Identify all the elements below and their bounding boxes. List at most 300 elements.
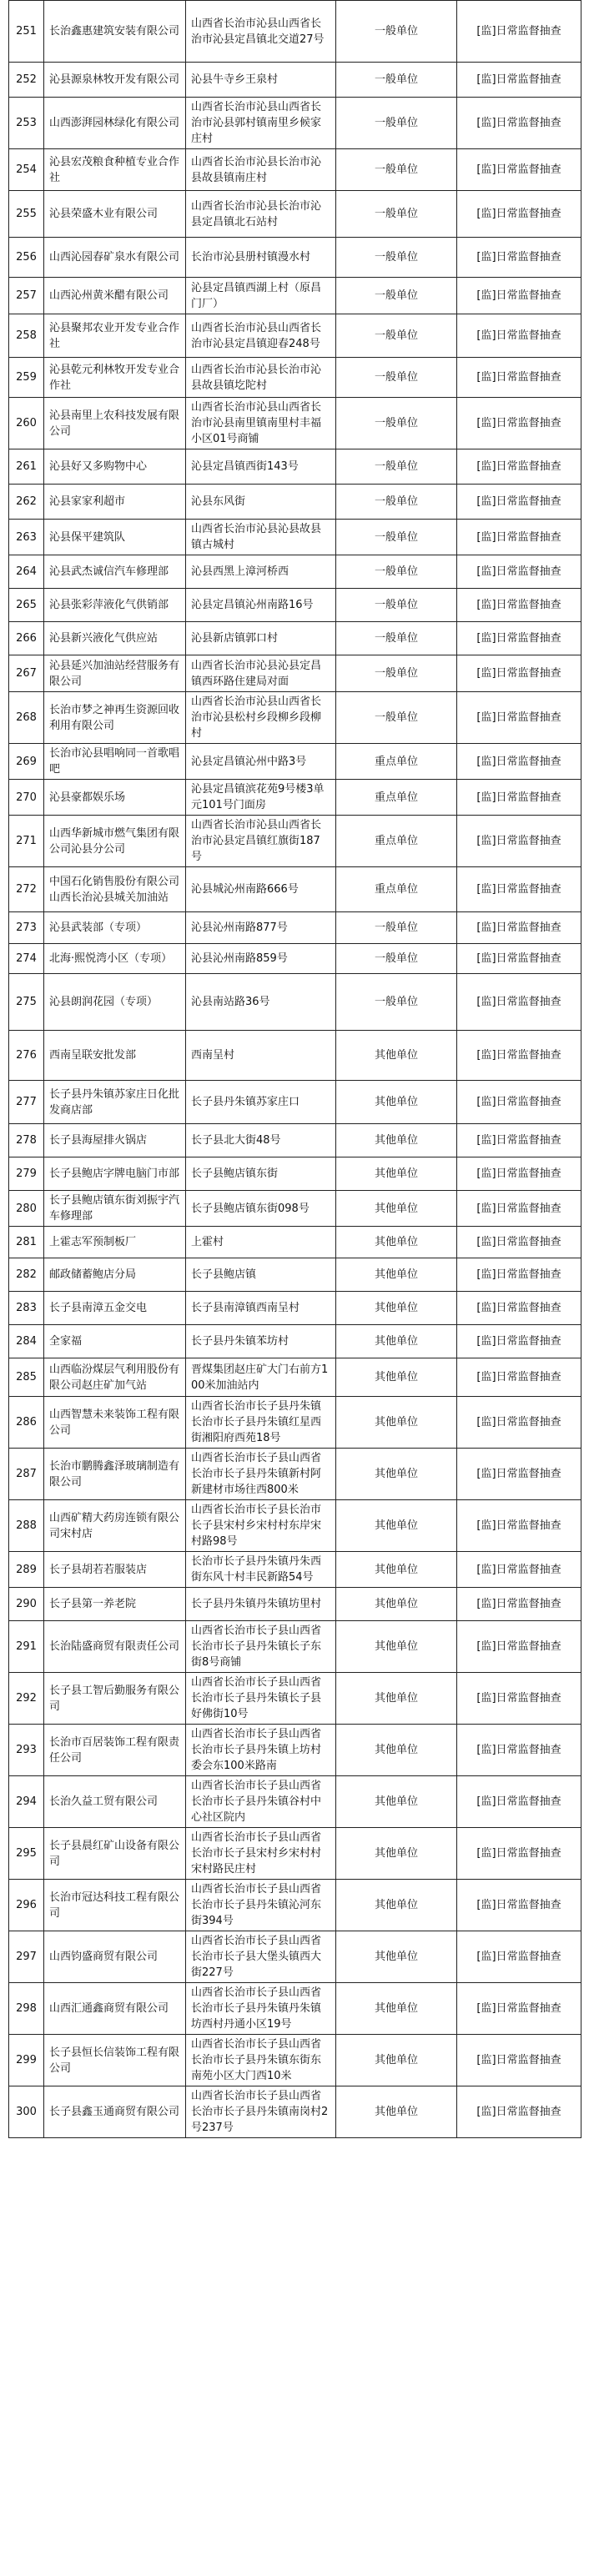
table-row [9, 692, 581, 744]
inspection-item-cell: [监]日常监督抽查 [457, 278, 581, 314]
inspection-item-cell: [监]日常监督抽查 [457, 398, 581, 449]
table-row [9, 1588, 581, 1621]
table-row [9, 1358, 581, 1397]
inspection-item-cell: [监]日常监督抽查 [457, 780, 581, 816]
inspection-item-cell: [监]日常监督抽查 [457, 744, 581, 780]
row-number-cell: 267 [9, 655, 44, 692]
row-number-cell: 254 [9, 149, 44, 191]
address-cell: 沁县定昌镇沁州南路16号 [186, 589, 336, 622]
unit-type-cell: 其他单位 [336, 1449, 457, 1500]
table-row [9, 1157, 581, 1191]
address-cell: 山西省长治市长子县山西省长治市长子县宋村乡宋村村宋村路民庄村 [186, 1828, 336, 1880]
address-cell: 山西省长治市长子县山西省长治市长子县丹朱镇新村阿新建材市场往西800米 [186, 1449, 336, 1500]
company-name-cell: 山西智慧未来装饰工程有限公司 [44, 1397, 186, 1449]
table-row [9, 589, 581, 622]
row-number-cell: 293 [9, 1725, 44, 1776]
company-name-cell: 长治市沁县唱响同一首歌唱吧 [44, 744, 186, 780]
company-name-cell: 长治市百居装饰工程有限责任公司 [44, 1725, 186, 1776]
inspection-item-cell: [监]日常监督抽查 [457, 98, 581, 149]
company-name-cell: 长子县鲍店镇东街刘振宇汽车修理部 [44, 1191, 186, 1227]
unit-type-cell: 其他单位 [336, 1191, 457, 1227]
table-row [9, 555, 581, 589]
table-row [9, 944, 581, 974]
inspection-item-cell: [监]日常监督抽查 [457, 589, 581, 622]
company-name-cell: 长子县鑫玉通商贸有限公司 [44, 2086, 186, 2138]
address-cell: 山西省长治市长子县山西省长治市长子县丹朱镇长子东街8号商铺 [186, 1621, 336, 1673]
unit-type-cell: 其他单位 [336, 1500, 457, 1552]
company-name-cell: 长子县丹朱镇苏家庄日化批发商店部 [44, 1081, 186, 1124]
unit-type-cell: 其他单位 [336, 1397, 457, 1449]
table-row [9, 398, 581, 449]
row-number-cell: 268 [9, 692, 44, 744]
address-cell: 沁县牛寺乡王泉村 [186, 63, 336, 98]
table-row [9, 816, 581, 867]
unit-type-cell: 其他单位 [336, 1983, 457, 2035]
inspection-item-cell: [监]日常监督抽查 [457, 238, 581, 278]
address-cell: 山西省长治市沁县沁县故县镇古城村 [186, 520, 336, 555]
inspection-item-cell: [监]日常监督抽查 [457, 1449, 581, 1500]
table-row [9, 2086, 581, 2138]
inspection-item-cell: [监]日常监督抽查 [457, 149, 581, 191]
inspection-item-cell: [监]日常监督抽查 [457, 1621, 581, 1673]
inspection-item-cell: [监]日常监督抽查 [457, 1828, 581, 1880]
company-name-cell: 长子县恒长信装饰工程有限公司 [44, 2035, 186, 2086]
unit-type-cell: 重点单位 [336, 780, 457, 816]
address-cell: 沁县西黑上漳河桥西 [186, 555, 336, 589]
row-number-cell: 290 [9, 1588, 44, 1621]
address-cell: 沁县沁州南路859号 [186, 944, 336, 974]
table-row [9, 1449, 581, 1500]
unit-type-cell: 一般单位 [336, 974, 457, 1031]
address-cell: 山西省长治市长子县山西省长治市长子县丹朱镇东街东南苑小区大门西10米 [186, 2035, 336, 2086]
unit-type-cell: 一般单位 [336, 944, 457, 974]
unit-type-cell: 其他单位 [336, 1358, 457, 1397]
company-name-cell: 山西沁园春矿泉水有限公司 [44, 238, 186, 278]
address-cell: 长治市沁县册村镇漫水村 [186, 238, 336, 278]
row-number-cell: 251 [9, 1, 44, 63]
unit-type-cell: 重点单位 [336, 867, 457, 912]
row-number-cell: 300 [9, 2086, 44, 2138]
company-name-cell: 沁县南里上农科技发展有限公司 [44, 398, 186, 449]
address-cell: 长子县丹朱镇苏家庄口 [186, 1081, 336, 1124]
unit-type-cell: 其他单位 [336, 1621, 457, 1673]
row-number-cell: 274 [9, 944, 44, 974]
company-name-cell: 长子县海屋排火锅店 [44, 1124, 186, 1157]
table-row [9, 1673, 581, 1725]
row-number-cell: 257 [9, 278, 44, 314]
company-name-cell: 沁县张彩萍液化气供销部 [44, 589, 186, 622]
table-row [9, 2035, 581, 2086]
company-name-cell: 全家福 [44, 1325, 186, 1358]
row-number-cell: 298 [9, 1983, 44, 2035]
inspection-item-cell: [监]日常监督抽查 [457, 2035, 581, 2086]
table-row [9, 655, 581, 692]
inspection-item-cell: [监]日常监督抽查 [457, 974, 581, 1031]
unit-type-cell: 一般单位 [336, 692, 457, 744]
company-name-cell: 山西矿精大药房连锁有限公司宋村店 [44, 1500, 186, 1552]
row-number-cell: 286 [9, 1397, 44, 1449]
unit-type-cell: 一般单位 [336, 520, 457, 555]
company-name-cell: 长治市鹏腾鑫泽玻璃制造有限公司 [44, 1449, 186, 1500]
row-number-cell: 253 [9, 98, 44, 149]
unit-type-cell: 一般单位 [336, 555, 457, 589]
inspection-item-cell: [监]日常监督抽查 [457, 191, 581, 238]
inspection-item-cell: [监]日常监督抽查 [457, 1725, 581, 1776]
company-name-cell: 沁县家家利超市 [44, 485, 186, 520]
address-cell: 山西省长治市沁县沁县定昌镇西环路住建局对面 [186, 655, 336, 692]
address-cell: 山西省长治市沁县山西省长治市沁县郭村镇南里乡候家庄村 [186, 98, 336, 149]
address-cell: 山西省长治市沁县山西省长治市沁县定昌镇红旗街187号 [186, 816, 336, 867]
table-row [9, 1983, 581, 2035]
inspection-item-cell: [监]日常监督抽查 [457, 449, 581, 485]
inspection-item-cell: [监]日常监督抽查 [457, 1776, 581, 1828]
company-name-cell: 沁县好又多购物中心 [44, 449, 186, 485]
address-cell: 西南呈村 [186, 1031, 336, 1081]
inspection-table-body [9, 1, 581, 2138]
inspection-item-cell: [监]日常监督抽查 [457, 944, 581, 974]
row-number-cell: 281 [9, 1227, 44, 1258]
row-number-cell: 271 [9, 816, 44, 867]
inspection-item-cell: [监]日常监督抽查 [457, 912, 581, 944]
inspection-item-cell: [监]日常监督抽查 [457, 520, 581, 555]
inspection-item-cell: [监]日常监督抽查 [457, 1880, 581, 1931]
table-row [9, 449, 581, 485]
inspection-item-cell: [监]日常监督抽查 [457, 1358, 581, 1397]
inspection-item-cell: [监]日常监督抽查 [457, 1500, 581, 1552]
address-cell: 山西省长治市长子县山西省长治市长子县丹朱镇丹朱镇坊西村丹通小区19号 [186, 1983, 336, 2035]
row-number-cell: 265 [9, 589, 44, 622]
row-number-cell: 266 [9, 622, 44, 655]
unit-type-cell: 其他单位 [336, 2035, 457, 2086]
table-row [9, 912, 581, 944]
unit-type-cell: 其他单位 [336, 1325, 457, 1358]
table-row [9, 867, 581, 912]
company-name-cell: 沁县新兴液化气供应站 [44, 622, 186, 655]
inspection-item-cell: [监]日常监督抽查 [457, 1031, 581, 1081]
table-row [9, 191, 581, 238]
address-cell: 晋煤集团赵庄矿大门右前方100米加油站内 [186, 1358, 336, 1397]
table-row [9, 1124, 581, 1157]
company-name-cell: 沁县源泉林牧开发有限公司 [44, 63, 186, 98]
table-row [9, 1552, 581, 1588]
unit-type-cell: 其他单位 [336, 1227, 457, 1258]
table-row [9, 358, 581, 398]
company-name-cell: 长治市梦之神再生资源回收利用有限公司 [44, 692, 186, 744]
row-number-cell: 263 [9, 520, 44, 555]
address-cell: 山西省长治市沁县山西省长治市沁县松村乡段柳乡段柳村 [186, 692, 336, 744]
table-row [9, 1931, 581, 1983]
table-row [9, 1880, 581, 1931]
company-name-cell: 西南呈联安批发部 [44, 1031, 186, 1081]
table-row [9, 1397, 581, 1449]
row-number-cell: 252 [9, 63, 44, 98]
unit-type-cell: 一般单位 [336, 655, 457, 692]
inspection-item-cell: [监]日常监督抽查 [457, 1325, 581, 1358]
address-cell: 长子县鲍店镇东街 [186, 1157, 336, 1191]
inspection-item-cell: [监]日常监督抽查 [457, 1552, 581, 1588]
row-number-cell: 275 [9, 974, 44, 1031]
inspection-item-cell: [监]日常监督抽查 [457, 816, 581, 867]
inspection-item-cell: [监]日常监督抽查 [457, 655, 581, 692]
company-name-cell: 沁县宏茂粮食种植专业合作社 [44, 149, 186, 191]
inspection-item-cell: [监]日常监督抽查 [457, 622, 581, 655]
address-cell: 长治市长子县丹朱镇丹朱西街东风十村丰民新路54号 [186, 1552, 336, 1588]
unit-type-cell: 其他单位 [336, 1880, 457, 1931]
address-cell: 沁县东风街 [186, 485, 336, 520]
address-cell: 长子县北大街48号 [186, 1124, 336, 1157]
company-name-cell: 沁县保平建筑队 [44, 520, 186, 555]
inspection-item-cell: [监]日常监督抽查 [457, 867, 581, 912]
unit-type-cell: 其他单位 [336, 1552, 457, 1588]
unit-type-cell: 其他单位 [336, 1673, 457, 1725]
unit-type-cell: 一般单位 [336, 278, 457, 314]
address-cell: 山西省长治市长子县山西省长治市长子县丹朱镇谷村中心社区院内 [186, 1776, 336, 1828]
table-row [9, 314, 581, 358]
address-cell: 长子县南漳镇西南呈村 [186, 1292, 336, 1325]
table-row [9, 744, 581, 780]
inspection-item-cell: [监]日常监督抽查 [457, 1081, 581, 1124]
address-cell: 沁县沁州南路877号 [186, 912, 336, 944]
company-name-cell: 长子县胡若若服装店 [44, 1552, 186, 1588]
address-cell: 山西省长治市沁县长治市沁县定昌镇北石站村 [186, 191, 336, 238]
company-name-cell: 沁县武装部（专项） [44, 912, 186, 944]
address-cell: 山西省长治市长子县山西省长治市长子县丹朱镇南岗村2号237号 [186, 2086, 336, 2138]
table-row [9, 98, 581, 149]
row-number-cell: 256 [9, 238, 44, 278]
inspection-item-cell: [监]日常监督抽查 [457, 1292, 581, 1325]
table-row [9, 1258, 581, 1292]
company-name-cell: 长子县第一养老院 [44, 1588, 186, 1621]
address-cell: 沁县南站路36号 [186, 974, 336, 1031]
address-cell: 山西省长治市沁县长治市沁县故县镇南庄村 [186, 149, 336, 191]
unit-type-cell: 其他单位 [336, 1258, 457, 1292]
address-cell: 山西省长治市长子县长治市长子县宋村乡宋村村东岸宋村路98号 [186, 1500, 336, 1552]
address-cell: 山西省长治市沁县山西省长治市沁县南里镇南里村丰福小区01号商铺 [186, 398, 336, 449]
unit-type-cell: 一般单位 [336, 358, 457, 398]
unit-type-cell: 其他单位 [336, 1776, 457, 1828]
table-row [9, 278, 581, 314]
address-cell: 长子县丹朱镇苯坊村 [186, 1325, 336, 1358]
unit-type-cell: 重点单位 [336, 816, 457, 867]
unit-type-cell: 一般单位 [336, 63, 457, 98]
company-name-cell: 长治市冠达科技工程有限公司 [44, 1880, 186, 1931]
address-cell: 沁县定昌镇西街143号 [186, 449, 336, 485]
table-row [9, 1776, 581, 1828]
row-number-cell: 285 [9, 1358, 44, 1397]
row-number-cell: 260 [9, 398, 44, 449]
company-name-cell: 山西澎湃园林绿化有限公司 [44, 98, 186, 149]
unit-type-cell: 其他单位 [336, 1725, 457, 1776]
unit-type-cell: 一般单位 [336, 589, 457, 622]
row-number-cell: 289 [9, 1552, 44, 1588]
table-row [9, 1, 581, 63]
table-row [9, 1292, 581, 1325]
unit-type-cell: 其他单位 [336, 1031, 457, 1081]
table-row [9, 1081, 581, 1124]
inspection-item-cell: [监]日常监督抽查 [457, 1124, 581, 1157]
unit-type-cell: 一般单位 [336, 1, 457, 63]
table-row [9, 1725, 581, 1776]
company-name-cell: 沁县乾元利林牧开发专业合作社 [44, 358, 186, 398]
row-number-cell: 270 [9, 780, 44, 816]
company-name-cell: 沁县武杰诚信汽车修理部 [44, 555, 186, 589]
company-name-cell: 上霍志军预制板厂 [44, 1227, 186, 1258]
company-name-cell: 中国石化销售股份有限公司山西长治沁县城关加油站 [44, 867, 186, 912]
inspection-item-cell: [监]日常监督抽查 [457, 1931, 581, 1983]
table-row [9, 485, 581, 520]
unit-type-cell: 其他单位 [336, 1157, 457, 1191]
row-number-cell: 297 [9, 1931, 44, 1983]
unit-type-cell: 一般单位 [336, 912, 457, 944]
address-cell: 沁县定昌镇西湖上村（原昌门厂） [186, 278, 336, 314]
unit-type-cell: 一般单位 [336, 149, 457, 191]
table-row [9, 63, 581, 98]
table-row [9, 238, 581, 278]
row-number-cell: 283 [9, 1292, 44, 1325]
company-name-cell: 山西华新城市燃气集团有限公司沁县分公司 [44, 816, 186, 867]
row-number-cell: 269 [9, 744, 44, 780]
inspection-item-cell: [监]日常监督抽查 [457, 1588, 581, 1621]
address-cell: 山西省长治市沁县山西省长治市沁县定昌镇迎春248号 [186, 314, 336, 358]
inspection-item-cell: [监]日常监督抽查 [457, 1157, 581, 1191]
table-row [9, 149, 581, 191]
address-cell: 沁县新店镇郭口村 [186, 622, 336, 655]
unit-type-cell: 一般单位 [336, 398, 457, 449]
inspection-item-cell: [监]日常监督抽查 [457, 692, 581, 744]
row-number-cell: 296 [9, 1880, 44, 1931]
address-cell: 山西省长治市长子县丹朱镇长治市长子县丹朱镇红星西街湘阳府西苑18号 [186, 1397, 336, 1449]
table-row [9, 520, 581, 555]
inspection-item-cell: [监]日常监督抽查 [457, 1673, 581, 1725]
address-cell: 沁县城沁州南路666号 [186, 867, 336, 912]
row-number-cell: 258 [9, 314, 44, 358]
company-name-cell: 山西汇通鑫商贸有限公司 [44, 1983, 186, 2035]
inspection-item-cell: [监]日常监督抽查 [457, 1, 581, 63]
address-cell: 山西省长治市长子县山西省长治市长子县丹朱镇长子县好佛街10号 [186, 1673, 336, 1725]
table-row [9, 1325, 581, 1358]
table-row [9, 622, 581, 655]
company-name-cell: 长子县鲍店字牌电脑门市部 [44, 1157, 186, 1191]
row-number-cell: 291 [9, 1621, 44, 1673]
address-cell: 沁县定昌镇沁州中路3号 [186, 744, 336, 780]
company-name-cell: 沁县延兴加油站经营服务有限公司 [44, 655, 186, 692]
inspection-item-cell: [监]日常监督抽查 [457, 314, 581, 358]
unit-type-cell: 一般单位 [336, 238, 457, 278]
unit-type-cell: 一般单位 [336, 191, 457, 238]
row-number-cell: 273 [9, 912, 44, 944]
unit-type-cell: 其他单位 [336, 1124, 457, 1157]
company-name-cell: 沁县豪都娱乐场 [44, 780, 186, 816]
inspection-item-cell: [监]日常监督抽查 [457, 358, 581, 398]
table-row [9, 1227, 581, 1258]
unit-type-cell: 一般单位 [336, 485, 457, 520]
table-row [9, 1191, 581, 1227]
unit-type-cell: 其他单位 [336, 1828, 457, 1880]
row-number-cell: 277 [9, 1081, 44, 1124]
company-name-cell: 长子县工智后勤服务有限公司 [44, 1673, 186, 1725]
company-name-cell: 长治陆盛商贸有限责任公司 [44, 1621, 186, 1673]
inspection-item-cell: [监]日常监督抽查 [457, 1983, 581, 2035]
table-row [9, 974, 581, 1031]
address-cell: 山西省长治市沁县山西省长治市沁县定昌镇北交道27号 [186, 1, 336, 63]
company-name-cell: 邮政储蓄鲍店分局 [44, 1258, 186, 1292]
inspection-item-cell: [监]日常监督抽查 [457, 485, 581, 520]
row-number-cell: 287 [9, 1449, 44, 1500]
address-cell: 山西省长治市长子县山西省长治市长子县丹朱镇上坊村委会东100米路南 [186, 1725, 336, 1776]
unit-type-cell: 其他单位 [336, 2086, 457, 2138]
table-row [9, 780, 581, 816]
address-cell: 山西省长治市长子县山西省长治市长子县大堡头镇西大街227号 [186, 1931, 336, 1983]
inspection-item-cell: [监]日常监督抽查 [457, 1258, 581, 1292]
company-name-cell: 长治鑫惠建筑安装有限公司 [44, 1, 186, 63]
unit-type-cell: 一般单位 [336, 449, 457, 485]
row-number-cell: 279 [9, 1157, 44, 1191]
row-number-cell: 259 [9, 358, 44, 398]
address-cell: 长子县鲍店镇 [186, 1258, 336, 1292]
table-row [9, 1500, 581, 1552]
unit-type-cell: 重点单位 [336, 744, 457, 780]
company-name-cell: 沁县聚邦农业开发专业合作社 [44, 314, 186, 358]
row-number-cell: 284 [9, 1325, 44, 1358]
unit-type-cell: 其他单位 [336, 1081, 457, 1124]
row-number-cell: 255 [9, 191, 44, 238]
address-cell: 长子县鲍店镇东街098号 [186, 1191, 336, 1227]
row-number-cell: 276 [9, 1031, 44, 1081]
company-name-cell: 沁县朗润花园（专项） [44, 974, 186, 1031]
row-number-cell: 295 [9, 1828, 44, 1880]
row-number-cell: 292 [9, 1673, 44, 1725]
table-row [9, 1828, 581, 1880]
row-number-cell: 288 [9, 1500, 44, 1552]
address-cell: 上霍村 [186, 1227, 336, 1258]
inspection-item-cell: [监]日常监督抽查 [457, 1397, 581, 1449]
unit-type-cell: 其他单位 [336, 1931, 457, 1983]
company-name-cell: 北海·熙悦湾小区（专项） [44, 944, 186, 974]
row-number-cell: 299 [9, 2035, 44, 2086]
table-row [9, 1621, 581, 1673]
address-cell: 沁县定昌镇滨花苑9号楼3单元101号门面房 [186, 780, 336, 816]
unit-type-cell: 其他单位 [336, 1292, 457, 1325]
unit-type-cell: 一般单位 [336, 314, 457, 358]
row-number-cell: 282 [9, 1258, 44, 1292]
row-number-cell: 294 [9, 1776, 44, 1828]
address-cell: 山西省长治市沁县长治市沁县故县镇圪陀村 [186, 358, 336, 398]
row-number-cell: 280 [9, 1191, 44, 1227]
inspection-item-cell: [监]日常监督抽查 [457, 1227, 581, 1258]
inspection-item-cell: [监]日常监督抽查 [457, 63, 581, 98]
company-name-cell: 沁县荣盛木业有限公司 [44, 191, 186, 238]
company-name-cell: 山西钧盛商贸有限公司 [44, 1931, 186, 1983]
address-cell: 长子县丹朱镇丹朱镇坊里村 [186, 1588, 336, 1621]
row-number-cell: 261 [9, 449, 44, 485]
company-name-cell: 长子县南漳五金交电 [44, 1292, 186, 1325]
company-name-cell: 长子县晨红矿山设备有限公司 [44, 1828, 186, 1880]
address-cell: 山西省长治市长子县山西省长治市长子县丹朱镇沁河东街394号 [186, 1880, 336, 1931]
table-row [9, 1031, 581, 1081]
row-number-cell: 272 [9, 867, 44, 912]
unit-type-cell: 其他单位 [336, 1588, 457, 1621]
inspection-item-cell: [监]日常监督抽查 [457, 555, 581, 589]
unit-type-cell: 一般单位 [336, 622, 457, 655]
row-number-cell: 264 [9, 555, 44, 589]
company-name-cell: 长治久益工贸有限公司 [44, 1776, 186, 1828]
inspection-table [8, 0, 581, 2138]
inspection-item-cell: [监]日常监督抽查 [457, 1191, 581, 1227]
inspection-item-cell: [监]日常监督抽查 [457, 2086, 581, 2138]
unit-type-cell: 一般单位 [336, 98, 457, 149]
row-number-cell: 262 [9, 485, 44, 520]
row-number-cell: 278 [9, 1124, 44, 1157]
